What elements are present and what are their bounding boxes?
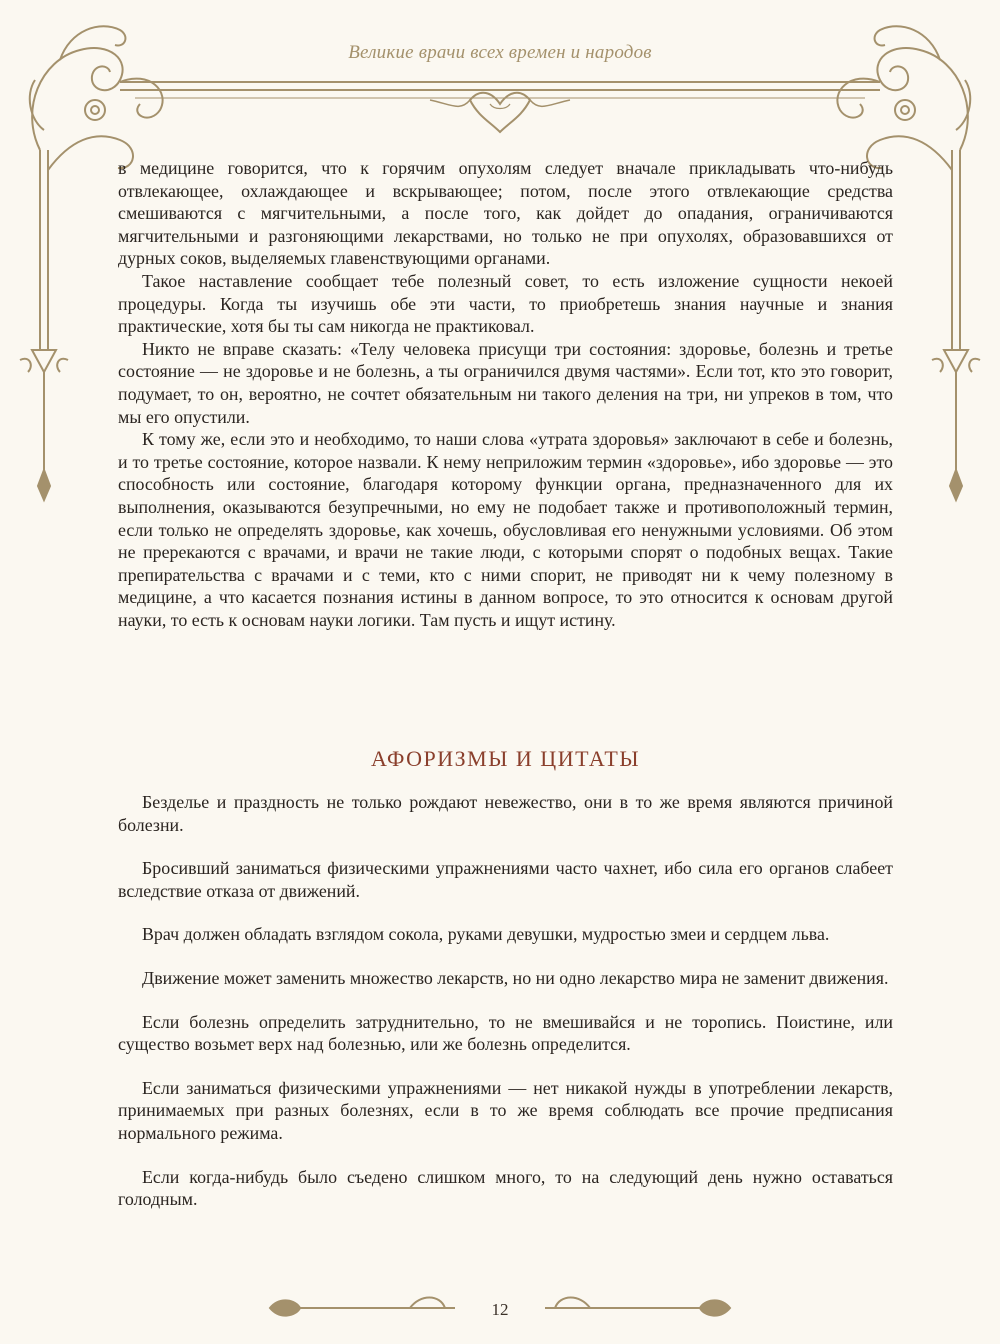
page-number: 12 xyxy=(491,1300,509,1319)
heart-ornament-icon xyxy=(430,93,570,132)
aphorism: Врач должен обладать взглядом сокола, руками девушки, мудростью змеи и сердцем льва. xyxy=(142,924,830,945)
aphorism: Безделье и праздность не только рождают невежество, они в то же время являются причиной болезни. xyxy=(118,792,893,835)
aphorism: Если заниматься физическими упражнениями — нет никакой нужды в употреблении лекарств, принимаемых при разных болезнях, если в то же время соблюдать все прочие предписания нормального режима. xyxy=(118,1077,893,1143)
pendant-ornament-icon xyxy=(932,350,980,500)
body-paragraph: Никто не вправе сказать: «Телу человека присущи три состояния: здоровье, болезнь и третье состояние — не здоровье и не болезнь, а ты ограничился двумя частями». Если тот, кто это говорит, подумает, то он, вероятно, не сочтет обязательным ни такого деления на три, ни упреков в том, что мы его опустили. xyxy=(118,338,893,427)
body-paragraph: в медицине говорится, что к горячим опухолям следует вначале прикладывать что-нибудь отвлекающее, охлаждающее и вскрывающее; потом, после этого отвлекающие средства смешиваются с мягчительными, а после того, как дойдет до опадания, ограничиваются мягчительными и разгоняющими лекарствами, но только не при опухолях, образовавшихся от дурных соков, выделяемых главенствующими органами. xyxy=(118,158,893,269)
section-heading: АФОРИЗМЫ И ЦИТАТЫ xyxy=(370,746,640,771)
aphorism: Бросивший заниматься физическими упражнениями часто чахнет, ибо сила его органов слабеет вследствие отказа от движений. xyxy=(118,858,893,901)
body-text xyxy=(118,157,893,631)
aphorism: Движение может заменить множество лекарств, но ни одно лекарство мира не заменит движения. xyxy=(142,967,889,988)
aphorism: Если когда-нибудь было съедено слишком много, то на следующий день нужно оставаться голодным. xyxy=(118,1166,893,1210)
aphorism: Если болезнь определить затруднительно, то не вмешивайся и не торопись. Поистине, или существо возьмет верх над болезнью, или же болезнь определится. xyxy=(118,1011,893,1055)
pendant-ornament-icon xyxy=(20,350,68,500)
body-paragraph: Такое наставление сообщает тебе полезный совет, то есть изложение сущности некоей процедуры. Когда ты изучишь обе эти части, то приобретешь знания научные и знания практические, хотя бы ты сам никогда не практиковал. xyxy=(118,270,893,337)
aphorism-list xyxy=(118,791,893,1232)
body-paragraph: К тому же, если это и необходимо, то наши слова «утрата здоровья» заключают в себе и болезнь, и то третье состояние, которое назвали. К нему неприложим термин «здоровье», ибо здоровье — это способность или состояние, благодаря которому функции органа, предназначенного для их выполнения, оказываются безупречными, но ему не подобает также и противоположный термин, если только не определять здоровье, как хочешь, обусловливая его ненужными условиями. Об этом не пререкаются с врачами, и врачи не такие люди, с которыми спорят о подобных вещах. Такие препирательства с врачами и с теми, кто с ними спорит, не приводят ни к чему полезному в медицине, а что касается познания истины в данном вопросе, то это относится к основам другой науки, то есть к основам науки логики. Там пусть и ищут истину. xyxy=(118,429,893,630)
running-header: Великие врачи всех времен и народов xyxy=(348,42,652,63)
